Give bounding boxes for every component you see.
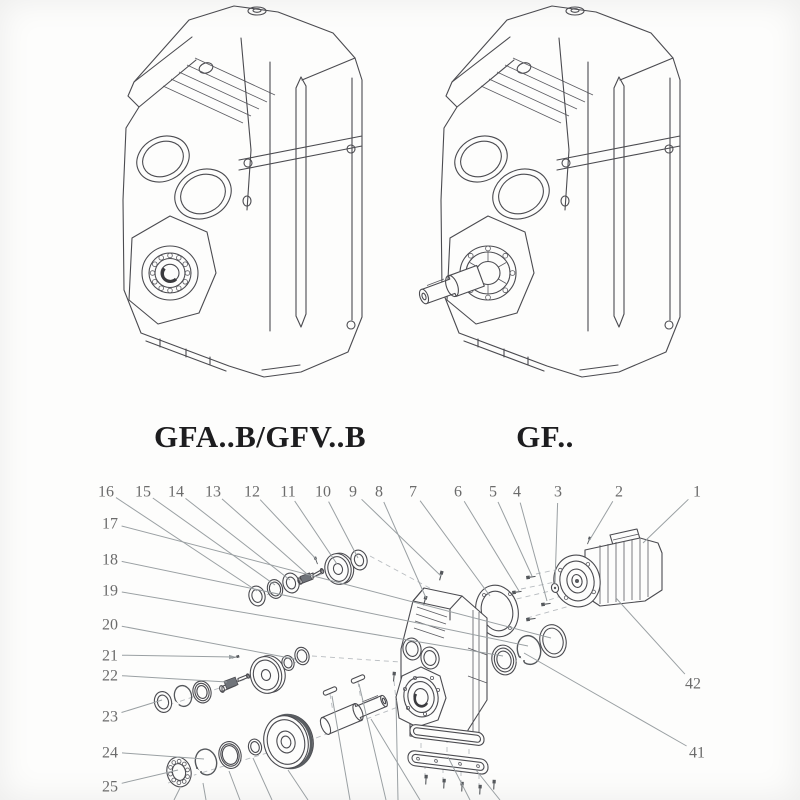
callout-number-11: 11 [280, 483, 296, 501]
leader-line-7 [420, 501, 490, 596]
leader-line-24 [122, 753, 204, 759]
bottom-cover [408, 750, 488, 775]
callout-number-12: 12 [244, 483, 260, 501]
callout-number-17: 17 [102, 515, 118, 533]
callout-number-42: 42 [685, 675, 701, 693]
callout-number-15: 15 [135, 483, 151, 501]
model-label-gf: GF.. [516, 419, 574, 454]
leader-line-8 [384, 502, 426, 598]
leader-line-22 [122, 676, 227, 682]
leader-line-41 [524, 653, 687, 746]
gearbox-drawing-gfab [123, 6, 362, 377]
leader-line-42 [616, 598, 685, 674]
exploded-view [98, 484, 705, 800]
callout-number-8: 8 [375, 483, 383, 501]
callout-number-13: 13 [205, 483, 221, 501]
leader-line-17 [122, 526, 551, 638]
callout-number-1: 1 [693, 483, 701, 501]
model-label-gfab: GFA..B/GFV..B [153, 419, 367, 454]
leader-line-6 [464, 501, 519, 591]
callout-number-18: 18 [102, 551, 118, 569]
callout-number-7: 7 [409, 483, 417, 501]
callout-number-16: 16 [98, 483, 114, 501]
callout-number-14: 14 [168, 483, 184, 501]
callout-number-6: 6 [454, 483, 462, 501]
gearbox-drawing-gf [418, 6, 680, 377]
leader-line-12 [260, 500, 316, 559]
leader-line-11 [295, 501, 337, 564]
leader-line-21 [122, 655, 233, 657]
bearing-balls [150, 253, 190, 293]
callout-number-9: 9 [349, 483, 357, 501]
callout-number-5: 5 [489, 483, 497, 501]
callout-number-20: 20 [102, 616, 118, 634]
callout-number-10: 10 [315, 483, 331, 501]
callout-number-25: 25 [102, 778, 118, 796]
leader-line-2 [589, 501, 613, 541]
leader-line-9 [362, 499, 441, 576]
callout-number-4: 4 [513, 483, 521, 501]
callout-number-41: 41 [689, 744, 705, 762]
output-shaft [418, 266, 485, 306]
callout-number-24: 24 [102, 744, 118, 762]
callout-number-2: 2 [615, 483, 623, 501]
gear-housing [396, 588, 487, 742]
callout-layer [98, 484, 705, 796]
callout-number-3: 3 [554, 483, 562, 501]
leader-line-1 [643, 499, 688, 543]
leader-line-20 [122, 626, 295, 659]
callout-number-22: 22 [102, 667, 118, 685]
callout-number-19: 19 [102, 582, 118, 600]
callout-number-23: 23 [102, 708, 118, 726]
leader-line-14 [186, 498, 291, 580]
leader-line-10 [329, 502, 358, 558]
callout-number-21: 21 [102, 647, 118, 665]
cover-screw [392, 672, 396, 682]
